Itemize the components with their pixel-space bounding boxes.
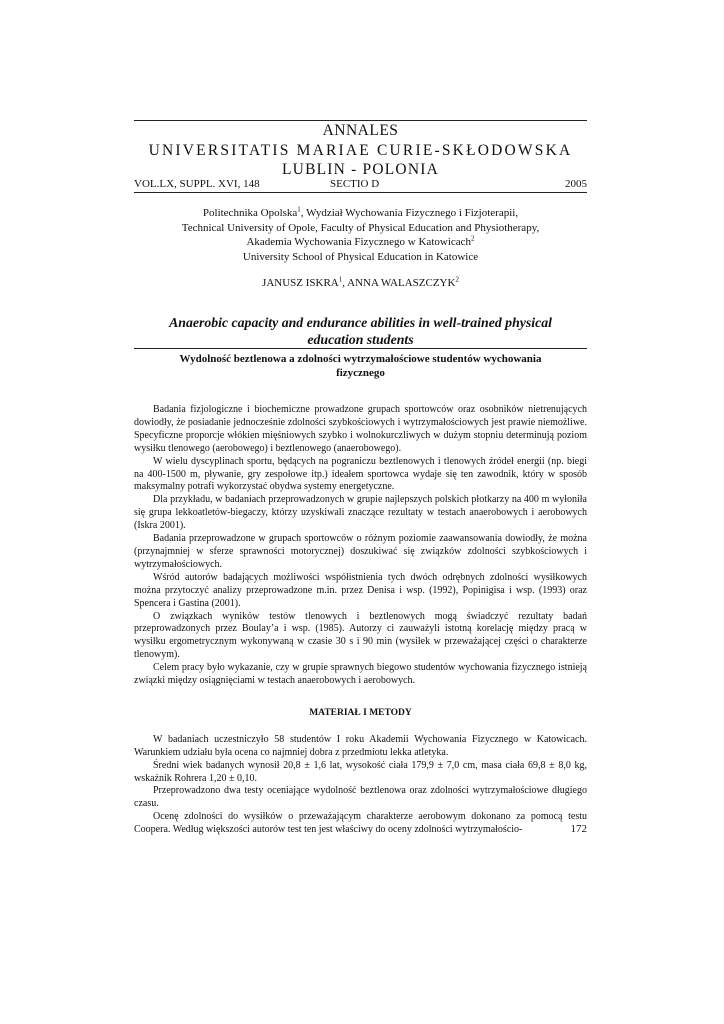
year: 2005: [565, 178, 587, 190]
affiliations: [134, 206, 587, 264]
body-paragraph: W wielu dyscyplinach sportu, będących na pograniczu beztlenowych i tlenowych źródeł energii (np. biegi na 400-1500 m, pływanie, gry zespołowe itp.) ideałem sportowca wydaje się ten zawodnik, który w sposób maksymalny potrafi wykorzystać obydwa systemy energetyczne.: [134, 455, 587, 493]
body-paragraph: O związkach wyników testów tlenowych i beztlenowych mogą świadczyć rezultaty badań przeprowadzonych przez Boulay’a i wsp. (1985). Autorzy ci zauważyli istotną korelację między pracą w wysiłku ergometrycznym wykonywaną w czasie 30 s i 90 min (wysiłek w przeważającej części o charakterze tlenowym).: [134, 610, 587, 661]
body-paragraph: Dla przykładu, w badaniach przeprowadzonych w grupie najlepszych polskich płotkarzy na 400 m wyłoniła się grupa lekkoatletów-biegaczy, którzy uzyskiwali znaczące rezultaty w testach anaerobowych i aerobowych (Iskra 2001).: [134, 494, 587, 532]
journal-header: [134, 121, 587, 180]
body-paragraph: Średni wiek badanych wynosił 20,8 ± 1,6 lat, wysokość ciała 179,9 ± 7,0 cm, masa ciała 69,8 ± 8,0 kg, wskaźnik Rohrera 1,20 ± 0,10.: [134, 759, 587, 784]
body-paragraph: Ocenę zdolności do wysiłków o przeważającym charakterze aerobowym dokonano za pomocą testu Coopera. Według większości autorów test ten jest właściwy do oceny zdolności wytrzymałościo-: [134, 811, 587, 836]
body-paragraph: Wśród autorów badających możliwości współistnienia tych dwóch odrębnych zdolności wysiłkowych można przytoczyć analizy przeprowadzone m.in. przez Denisa i wsp. (1992), Popinigisa i wsp. (1993) oraz Spencera i Gastina (2001).: [134, 571, 587, 609]
affiliation-line: Technical University of Opole, Faculty of Physical Education and Physiotherapy,: [181, 221, 540, 234]
sectio: SECTIO D: [330, 178, 380, 190]
body-paragraph: Celem pracy było wykazanie, czy w grupie sprawnych biegowo studentów wychowania fizycznego istnieją związki między osiągnięciami w testach anaerobowych i aerobowych.: [134, 662, 587, 687]
affiliation-line: Politechnika Opolska$^1$, Wydział Wychowania Fizycznego i Fizjoterapii,: [202, 205, 519, 219]
page-number: 172: [570, 823, 587, 835]
affiliation-line: University School of Physical Education in Katowice: [242, 250, 479, 263]
body-paragraph: Badania fizjologiczne i biochemiczne prowadzone grupach sportowców oraz osobników nietrenujących dowiodły, że posiadanie jednocześnie zdolności szybkościowych i wytrzymałościowych jest prawie niemożliwe. Specyficzne proporcje włókien mięśniowych szybko i wolnokurczliwych w dużym stopniu determinują poziom wysiłku tlenowego (aerobowego) i beztlenowego (anaerobowego).: [134, 404, 587, 454]
affiliation-line: Akademia Wychowania Fizycznego w Katowicach$^2$: [246, 234, 475, 248]
authors: JANUSZ ISKRA$^1$, ANNA WALASZCZYK$^2$: [262, 275, 459, 289]
journal-name-line2: UNIVERSITATIS MARIAE CURIE-SKŁODOWSKA: [148, 141, 573, 159]
title-rule: [134, 348, 587, 349]
paper-title-polish: Wydolność beztlenowa a zdolności wytrzymałościowe studentów wychowania fizycznego: [179, 353, 542, 379]
section-heading: MATERIAŁ I METODY: [309, 707, 412, 718]
header-rule: [134, 192, 587, 193]
body-paragraph: Przeprowadzono dwa testy oceniające wydolność beztlenowa oraz zdolności wytrzymałościowe długiego czasu.: [134, 785, 587, 810]
paper-body: [134, 404, 587, 837]
paper-title-english: Anaerobic capacity and endurance abilities in well-trained physical education students: [169, 315, 552, 347]
body-paragraph: Badania przeprowadzone w grupach sportowców o różnym poziomie zaawansowania dowiodły, że można (przynajmniej w sferze sprawności motorycznej) doszukiwać się związków zdolności szybkościowych i wytrzymałościowych.: [134, 533, 587, 570]
volume-info: VOL.LX, SUPPL. XVI, 148: [134, 178, 260, 190]
journal-name-line3: LUBLIN - POLONIA: [282, 161, 439, 178]
body-paragraph: W badaniach uczestniczyło 58 studentów I roku Akademii Wychowania Fizycznego w Katowicach. Warunkiem udziału była ocena co najmniej dobra z przedmiotu lekka atletyka.: [134, 733, 587, 758]
journal-name-line1: ANNALES: [322, 122, 399, 139]
